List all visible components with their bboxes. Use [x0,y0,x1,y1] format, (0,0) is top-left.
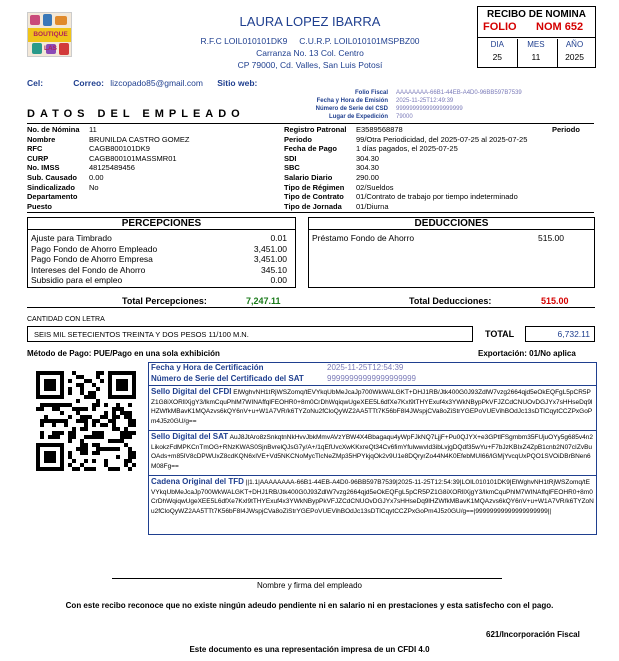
line-item-concept: Pago Fondo de Ahorro Empresa [31,254,153,264]
sello-cfdi-label: Sello Digital del CFDI [151,387,232,396]
total-percepciones-label: Total Percepciones: [122,296,207,306]
employee-row [284,163,379,172]
line-item-concept: Subsidio para el empleo [31,275,123,285]
periodo-extra-label: Periodo [552,125,580,134]
lugar-value: 79000 [396,114,413,120]
employee-row [284,125,403,134]
firma-line [112,578,502,579]
total-value: 6,732.11 [557,329,590,339]
exportacion: Exportación: 01/No aplica [478,349,576,358]
line-item-amount: 0.00 [270,275,287,285]
employee-field-label: Puesto [27,201,53,211]
employee-row [27,144,150,153]
receipt-title: RECIBO DE NOMINA [487,9,586,20]
receipt-divider-v1 [517,39,518,67]
employee-row [284,183,394,192]
cel-label: Cel: [27,78,44,88]
employee-row [27,183,99,192]
contact-row [27,78,257,88]
employee-field-label: Tipo de Régimen [284,182,345,192]
employee-field-value: 0.00 [89,173,104,182]
employee-field-label: Salario Diario [284,173,333,182]
employee-row [284,154,379,163]
sello-cfdi-text: ElWghvNH1tRjWSZomq/tEVYkqUbMeJcaJp700WkWALGKT+DHJ1RB/Jtk400G0J93ZdlW7vzg2664qjd5eOkEQFgL5pCR5PZ1G8iXORllXjgY3/lkmCquPhlM7WINAffqlFEOHR0+8m0CrDhWqiqwUgeXEE5L6dfXe7Kxl9tTHYExuf4x3YWkNBypPkVFJZCdCNUOvDGJYx7sHHseDq9lHZWfkMBavK1MQAzvs6kQY6nV+u+W1A7VR/k6TYZoNu2fCloQyWZ2AA5TTt7K56bF8I4JWspjCVa8oZiStrYGEPoVUEVihBOdJc13sDTlCqytCCZPxGoPm4J5z0GU/g== [151,389,593,425]
year-label: AÑO [565,40,584,49]
certificacion-serie-label: Número de Serie del Certificado del SAT [151,374,304,383]
sello-sep-1 [149,385,596,386]
employee-row [284,173,379,182]
employee-field-label: Nombre [27,134,56,144]
folio-value: NOM 652 [536,21,584,33]
line-item-concept: Intereses del Fondo de Ahorro [31,264,146,275]
year-value: 2025 [565,52,584,62]
cantidad-text: SEIS MIL SETECIENTOS TREINTA Y DOS PESOS 11/100 M.N. [34,330,249,339]
folio-fiscal-label: Folio Fiscal [354,90,388,96]
percepciones-title: PERCEPCIONES [121,218,202,229]
totals-line [27,307,595,308]
employee-row [27,202,89,211]
employee-field-label: No. de Nómina [27,125,80,134]
qr-code [36,371,136,471]
employer-address-2: CP 79000, Cd. Valles, San Luis Potosí [237,60,383,70]
representacion-impresa: Este documento es una representación impresa de un CFDI 4.0 [189,645,430,654]
total-deducciones-value: 515.00 [541,296,569,306]
sello-sep-2 [149,430,596,431]
line-item [312,233,592,243]
employee-field-value: 01/Contrato de trabajo por tiempo indeterminado [356,192,518,202]
datos-bottom-line [27,212,594,213]
total-percepciones-value: 7,247.11 [246,296,281,306]
web-label: Sitio web: [217,78,258,88]
line-item-amount: 3,451.00 [253,243,287,254]
sello-sep-3 [149,475,596,476]
lugar-label: Lugar de Expedición [328,114,388,120]
certificacion-fecha-value: 2025-11-25T12:54:39 [327,363,404,372]
employee-field-value: E3589568878 [356,125,403,134]
total-deducciones-label: Total Deducciones: [409,296,492,306]
employee-field-value: 304.30 [356,163,379,173]
receipt-box [477,6,596,68]
line-item [31,265,291,275]
declaracion: Con este recibo reconoce que no existe ningún adeudo pendiente ni en salario ni en prestaciones y esta satisfecho con el pago. [65,601,554,610]
employee-row [27,192,89,201]
employee-field-value: 02/Sueldos [356,182,394,192]
employee-field-value: 1 días pagados, el 2025-07-25 [356,144,458,154]
employee-row [284,144,458,153]
cantidad-label: CANTIDAD CON LETRA [27,316,105,323]
employer-address-1: Carranza No. 13 Col. Centro [256,48,364,58]
employee-field-label: SBC [284,163,300,173]
line-item-concept: Pago Fondo de Ahorro Empleado [31,243,158,254]
employee-field-label: Tipo de Jornada [284,201,342,211]
folio-fiscal-value: AAAAAAAA-66B1-44EB-A4D0-96BB597B7539 [396,90,522,96]
employee-field-value: 01/Diurna [356,201,389,211]
email-value: lizcopado85@gmail.com [110,78,203,88]
cadena-original-label: Cadena Original del TFD [151,477,244,486]
employee-row [27,163,135,172]
employee-field-value: CAGB800101DK9 [89,144,150,154]
employee-field-value: CAGB800101MASSMR01 [89,153,177,163]
receipt-divider [478,37,595,38]
total-box [525,326,595,342]
employee-field-label: Registro Patronal [284,125,347,134]
employee-field-value: No [89,182,99,192]
line-item-amount: 3,451.00 [253,254,287,264]
emision-value: 2025-11-25T12:49:39 [396,98,454,104]
employee-row [27,135,189,144]
employee-field-label: Departamento [27,192,78,202]
employee-field-label: Sub. Causado [27,173,78,182]
employee-field-label: Tipo de Contrato [284,192,344,202]
sello-cfdi-block [151,387,594,427]
month-value: 11 [531,52,541,62]
logo-text: BOUTIQUE LAS [28,28,72,42]
employee-row [284,192,518,201]
serie-csd-value: 99999999999999999999 [396,106,463,112]
cadena-original-text: ||1.1|AAAAAAAA-66B1-44EB-A4D0-96BB597B7539|2025-11-25T12:54:39|LOIL010101DK9|ElWghvNH1tRjWSZomq/tEVYkqUbMeJcaJp700WkWALGKT+DHJ1RB/Jtk400G0J93ZdlW7vzg2664qjd5eOkEQFgL5pCR5PZ1G8iXORllXjgY3/lkmCquPhlM7WINAffqlFEOHR0+8m0CrDhWqiqwUgeXEE5L6dfXe7Kxl9tTHYExuf4x3YWkNBypPkVFJZCdCNUOvDGJYx7sHHseDq9lHZWfkMBavK1MQAzvs6kQY6nV+u+W1A7VR/k6TYZoNu2fCloQyWZ2AA5TTt7K56bF8I4JWspjCVa8oZiStrYGEPoVUEVihBOdJc13sDTlCqytCCZPxGoPm4J5z0GU/g==|99999999999999999999|| [151,479,594,515]
cantidad-box [27,326,473,342]
employee-row [284,135,527,144]
employee-row [27,125,97,134]
employee-row [27,154,177,163]
employee-field-label: SDI [284,153,297,163]
deducciones-title: DEDUCCIONES [414,218,489,229]
line-item-concept: Ajuste para Timbrado [31,233,112,243]
company-logo [27,12,72,57]
employer-name: LAURA LOPEZ IBARRA [239,14,381,29]
employee-field-value: 48125489456 [89,163,135,173]
employee-field-label: CURP [27,153,49,163]
receipt-divider-v2 [557,39,558,67]
line-item [31,233,291,243]
total-label: TOTAL [485,329,515,339]
month-label: MES [527,40,545,49]
employee-row [284,202,389,211]
day-value: 25 [492,52,503,62]
certificacion-fecha-label: Fecha y Hora de Certificación [151,363,264,372]
certificacion-serie-value: 99999999999999999999 [327,374,416,383]
employee-field-label: Sindicalizado [27,182,75,192]
employer-rfc-curp: R.F.C LOIL010101DK9 C.U.R.P. LOIL010101MSPBZ00 [200,36,420,46]
sello-sat-text: AuJ8JtAro8zSnkqtnNkHvvJbkMmvAVzYBW4X4Bbagaqu4yWpFJkNQ7LjjF+Pu0QJYX+e3GPtlFSgmbm35FUjuOYy5g685v4n2LikokzFdMPKCnTmOG+RNzKWAS0SjnBvrelQJsG7y/A+/1qEfUvcXwKKxreQt34Cv6fimYfulwwvId3ibLvjgDQdf35wYu+F7bJzKBIxZ4ZpB1cnb2N07cIZvBuOAds+m85IV8cDPWUxZ8cdKQN6xIVE+Vd5NKCNoMycTlcNeZMp35HPYkjqOk2v9U1e8DQryrZo44N4K0EfebMUI66/lGMjYvcqUxPQO1SVOiDBrBNen6M08Fg== [151,434,593,470]
employee-field-value: 99/Otra Periodicidad, del 2025-07-25 al 2025-07-25 [356,134,528,144]
firma-label: Nombre y firma del empleado [257,581,362,590]
employee-field-label: RFC [27,144,43,154]
regimen-fiscal: 621/Incorporación Fiscal [486,630,580,639]
sello-sat-label: Sello Digital del SAT [151,432,229,441]
line-item-amount: 345.10 [261,264,287,275]
line-item [31,254,291,264]
day-label: DIA [490,40,504,49]
deducciones-header [308,217,595,230]
line-item-amount: 515.00 [538,233,564,243]
folio-label: FOLIO [483,21,517,33]
employee-field-value: 11 [89,125,97,134]
employee-row [27,173,104,182]
line-item [31,244,291,254]
line-item-amount: 0.01 [270,233,287,243]
percepciones-header [27,217,296,230]
line-item [31,275,291,285]
datos-top-line [27,123,594,124]
employee-field-label: Periodo [284,134,312,144]
employee-field-value: BRUNILDA CASTRO GOMEZ [89,134,190,144]
employee-field-label: Fecha de Pago [284,144,337,154]
metodo-pago: Método de Pago: PUE/Pago en una sola exhibición [27,349,220,358]
cadena-original-block [151,477,594,533]
sello-sat-block [151,432,594,472]
email-label: Correo: [73,78,104,88]
employee-field-label: No. IMSS [27,163,60,173]
emision-label: Fecha y Hora de Emisión [316,98,388,104]
line-item-concept: Préstamo Fondo de Ahorro [312,233,415,243]
employee-field-value: 290.00 [356,173,379,182]
datos-empleado-title: DATOS DEL EMPLEADO [27,108,245,120]
serie-csd-label: Número de Serie del CSD [315,106,388,112]
employee-field-value: 304.30 [356,153,379,163]
